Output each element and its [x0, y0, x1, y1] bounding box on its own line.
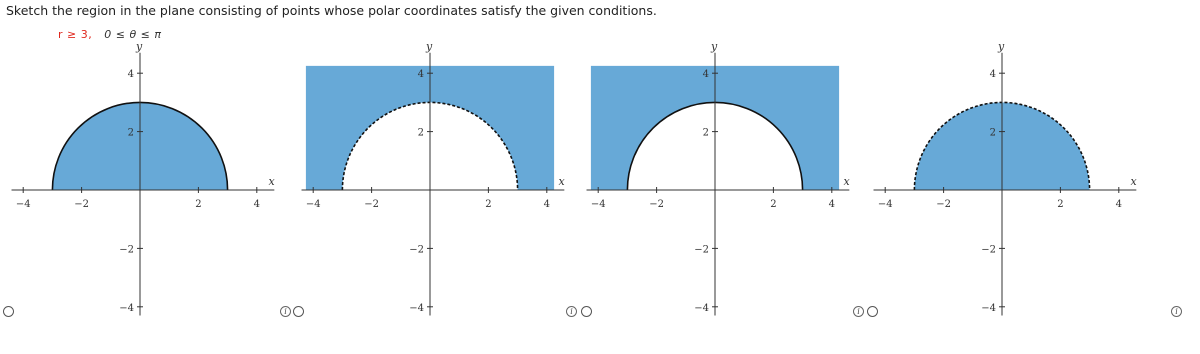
x-tick-label: −2	[364, 199, 379, 210]
option-c-radio[interactable]	[581, 306, 592, 317]
x-tick-label: 2	[485, 199, 492, 210]
y-axis-label: y	[998, 39, 1005, 53]
y-axis-label: y	[711, 39, 718, 53]
y-tick-label: −4	[981, 302, 996, 314]
x-tick-label: −4	[590, 199, 606, 210]
y-tick-label: 2	[702, 127, 709, 139]
x-tick-label: −2	[936, 199, 951, 210]
radius-condition: r ≥ 3,	[58, 28, 93, 41]
y-tick-label: −4	[119, 302, 134, 314]
option-a-radio[interactable]	[3, 306, 14, 317]
y-tick-label: 2	[417, 127, 424, 139]
option-d-radio[interactable]	[867, 306, 878, 317]
x-tick-label: 4	[828, 199, 835, 210]
theta-condition: 0 ≤ θ ≤ π	[104, 28, 162, 41]
x-tick-label: 2	[1057, 199, 1064, 210]
x-tick-label: 4	[253, 199, 260, 210]
y-axis-label: y	[136, 39, 143, 53]
y-tick-label: 4	[989, 69, 996, 81]
option-b-radio[interactable]	[293, 306, 304, 317]
option-d-plot	[862, 40, 1152, 330]
y-tick-label: −2	[694, 244, 709, 256]
x-axis-label: x	[843, 175, 850, 188]
option-c-info-icon[interactable]: i	[853, 306, 864, 317]
y-tick-label: −4	[409, 302, 424, 314]
option-d-info-icon[interactable]: i	[1171, 306, 1182, 317]
x-tick-label: 4	[1115, 199, 1122, 210]
x-axis-label: x	[558, 175, 565, 188]
y-tick-label: 2	[989, 127, 996, 139]
y-tick-label: −2	[981, 244, 996, 256]
y-tick-label: 4	[417, 69, 424, 81]
x-tick-label: −4	[305, 199, 321, 210]
y-tick-label: 4	[127, 69, 134, 81]
x-axis-label: x	[268, 175, 275, 188]
y-tick-label: −4	[694, 302, 709, 314]
y-tick-label: 2	[127, 127, 134, 139]
question-prompt: Sketch the region in the plane consisting of points whose polar coordinates satisfy the given conditions.	[6, 3, 657, 18]
option-a-info-icon[interactable]: i	[280, 306, 291, 317]
option-b-info-icon[interactable]: i	[566, 306, 577, 317]
y-tick-label: 4	[702, 69, 709, 81]
option-b-plot	[290, 40, 580, 330]
option-c-plot	[575, 40, 865, 330]
x-axis-label: x	[1130, 175, 1137, 188]
y-axis-label: y	[426, 39, 433, 53]
x-tick-label: −4	[15, 199, 31, 210]
option-a-plot	[0, 40, 290, 330]
x-tick-label: −4	[877, 199, 893, 210]
x-tick-label: 4	[543, 199, 550, 210]
x-tick-label: 2	[195, 199, 202, 210]
y-tick-label: −2	[409, 244, 424, 256]
x-tick-label: −2	[74, 199, 89, 210]
x-tick-label: −2	[649, 199, 664, 210]
x-tick-label: 2	[770, 199, 777, 210]
y-tick-label: −2	[119, 244, 134, 256]
